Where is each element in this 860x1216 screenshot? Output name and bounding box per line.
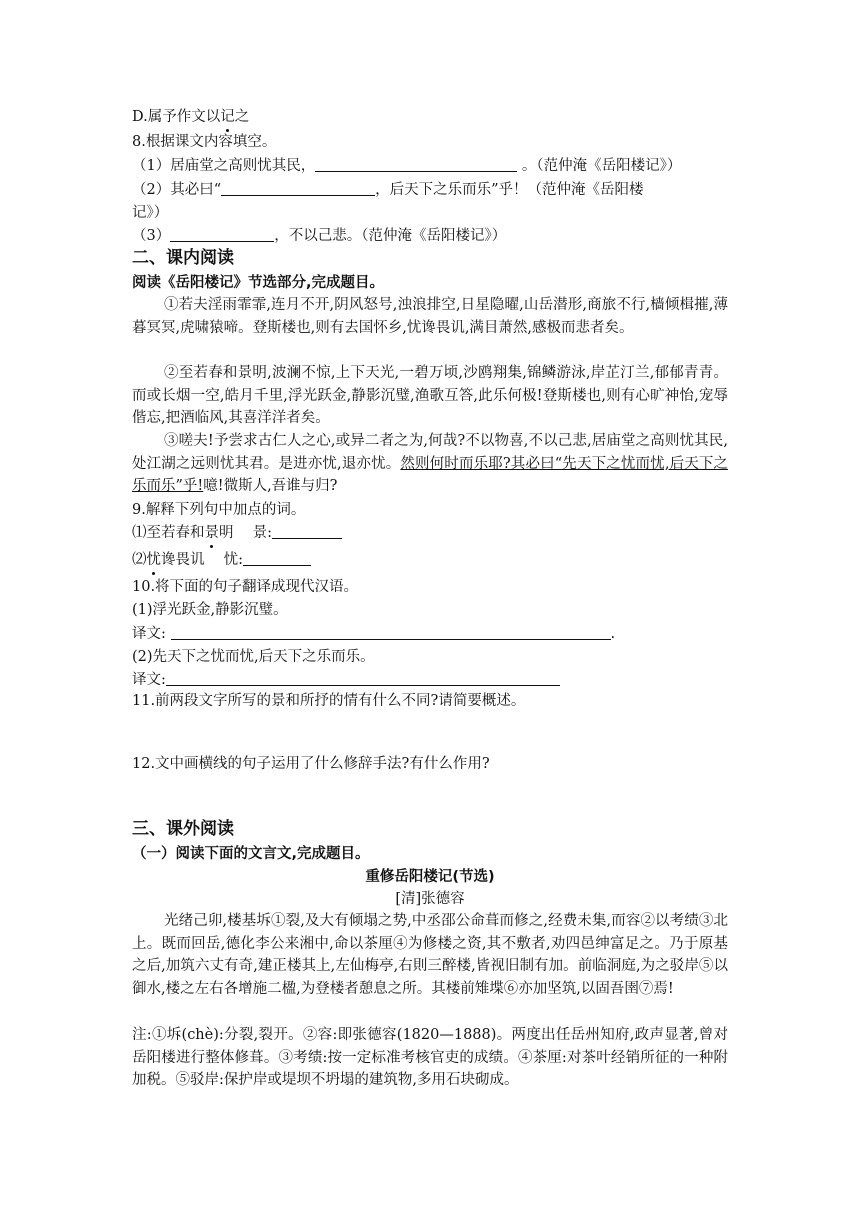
fill-blank[interactable] — [170, 226, 274, 242]
passage-paragraph-1: ①若夫淫雨霏霏,连月不开,阴风怒号,浊浪排空,日星隐曜,山岳潜形,商旅不行,樯倾楫摧,薄暮冥冥,虎啸猿啼。登斯楼也,则有去国怀乡,忧谗畏讥,满目萧然,感极而悲者矣。 — [132, 297, 728, 336]
dotted-char: 记 — [220, 106, 235, 128]
option-d: D.属予作文以记之 — [132, 106, 249, 128]
section-3-heading: 三、课外阅读 — [132, 819, 234, 839]
translation-blank[interactable] — [171, 624, 611, 640]
section-2-heading: 二、课内阅读 — [132, 248, 234, 268]
q12: 12.文中画横线的句子运用了什么修辞手法?有什么作用? — [132, 756, 490, 772]
section-3-subheading: （一）阅读下面的文言文,完成题目。 — [132, 846, 370, 862]
translation-blank[interactable] — [166, 670, 560, 686]
article-title: 重修岳阳楼记(节选) — [365, 869, 495, 885]
q8-item-2: （2）其必曰“ ，后天下之乐而乐”乎！（范仲淹《岳阳楼 — [132, 182, 644, 198]
q8-item-3: （3） ，不以己悲。（范仲淹《岳阳楼记》） — [132, 228, 507, 244]
article-notes: 注:①坼(chè):分裂,裂开。②容:即张德容(1820—1888)。两度出任岳州知府,政声显著,曾对岳阳楼进行整体修葺。③考绩:按一定标准考核官吏的成绩。④茶厘:对茶叶经销所征的一种附加税。⑤驳岸:保护岸或堤坝不坍塌的建筑物,多用石块砌成。 — [132, 1027, 728, 1089]
fill-blank[interactable] — [221, 180, 375, 196]
q10-translation-2: 译文: — [132, 669, 560, 691]
q8-item-1: （1）居庙堂之高则忧其民， 。（范仲淹《岳阳楼记》） — [132, 158, 682, 174]
q10-sentence-1: (1)浮光跃金,静影沉璧。 — [132, 602, 288, 618]
q10-sentence-2: (2)先天下之忧而忧,后天下之乐而乐。 — [132, 649, 375, 665]
answer-blank[interactable] — [243, 550, 311, 566]
q8-title: 8.根据课文内容填空。 — [132, 134, 277, 150]
q10-translation-1: 译文: . — [132, 626, 616, 642]
passage-paragraph-3: ③嗟夫!予尝求古仁人之心,或异二者之为,何哉?不以物喜,不以己悲,居庙堂之高则忧其民,处江湖之远则忧其君。是进亦忧,退亦忧。然则何时而乐耶?其必曰“先天下之忧而忧,后天下之乐而乐”乎!噫!微斯人,吾谁与归? — [132, 433, 729, 495]
answer-blank[interactable] — [272, 523, 342, 539]
underlined-sentence: 然则何时而乐耶?其必曰“先天下之忧而忧,后天下之乐而乐”乎! — [132, 455, 729, 495]
q10-title: 10.将下面的句子翻译成现代汉语。 — [132, 579, 359, 595]
q9-title: 9.解释下列句中加点的词。 — [132, 502, 306, 518]
q11: 11.前两段文字所写的景和所抒的情有什么不同?请简要概述。 — [132, 693, 526, 709]
dotted-char: 忧 — [147, 549, 162, 571]
q8-item-2-cont: 记》） — [132, 205, 169, 221]
passage-paragraph-2: ②至若春和景明,波澜不惊,上下天光,一碧万顷,沙鸥翔集,锦鳞游泳,岸芷汀兰,郁郁青青。而或长烟一空,皓月千里,浮光跃金,静影沉璧,渔歌互答,此乐何极!登斯楼也,则有心旷神怡,宠辱偕忘,把酒临风,其喜洋洋者矣。 — [132, 365, 728, 427]
q9-item-2: ⑵忧谗畏讥 忧: — [132, 549, 311, 571]
article-body: 光绪己卯,楼基坼①裂,及大有倾塌之势,中丞邵公命葺而修之,经费未集,而容②以考绩③北上。既而回岳,德化李公来湘中,命以茶厘④为修楼之资,其不敷者,劝四邑绅富足之。乃于原基之后,加筑六丈有奇,建正楼其上,左仙梅亭,右則三醉楼,皆视旧制有加。前临洞庭,为之驳岸⑤以御水,楼之左右各增施二楹,为登楼者憩息之所。其楼前雉堞⑥亦加坚筑,以固吾圉⑦焉! — [132, 913, 728, 997]
q9-item-1: ⑴至若春和景明 景: — [132, 522, 342, 544]
fill-blank[interactable] — [315, 156, 517, 172]
dotted-char: 景 — [205, 522, 220, 544]
section-2-instruction: 阅读《岳阳楼记》节选部分,完成题目。 — [132, 275, 385, 291]
article-author: [清]张德容 — [395, 891, 465, 907]
